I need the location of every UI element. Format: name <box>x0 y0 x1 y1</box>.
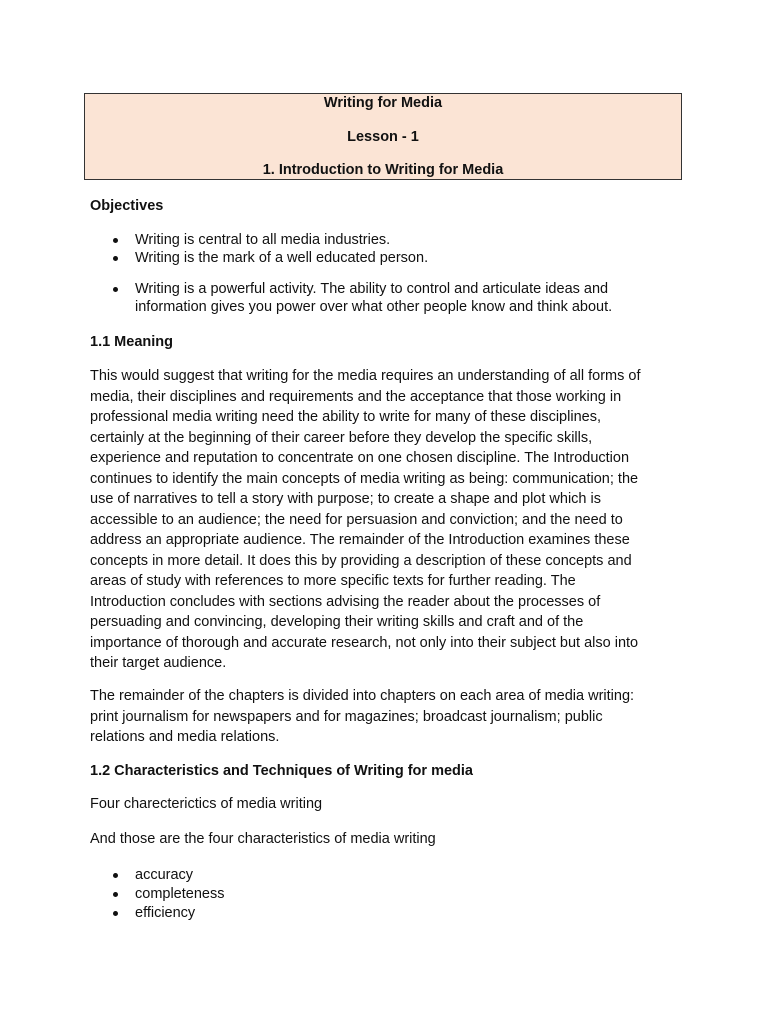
characteristics-intro: Four charecterictics of media writing <box>90 796 323 812</box>
list-item: Writing is central to all media industries. <box>90 231 612 249</box>
list-item: Writing is the mark of a well educated person. <box>90 249 612 267</box>
bullet-icon <box>113 238 118 243</box>
bullet-icon <box>113 911 118 916</box>
meaning-heading: 1.1 Meaning <box>90 334 173 350</box>
bullet-icon <box>113 256 118 261</box>
bullet-icon <box>113 873 118 878</box>
list-item: Writing is a powerful activity. The ability to control and articulate ideas and information gives you power over what other people know and think about. <box>90 280 612 316</box>
lesson-title: 1. Introduction to Writing for Media <box>262 162 504 178</box>
objectives-list <box>90 231 612 316</box>
meaning-paragraph-1: This would suggest that writing for the media requires an understanding of all forms of media, their disciplines and requirements and the acceptance that those working in professional media writing need the ability to write for many of these disciplines, certainly at the beginning of their career before they develop the specific skills, experience and reputation to concentrate on one chosen discipline. The Introduction continues to identify the main concepts of media writing as being: communication; the use of narratives to tell a story with purpose; to create a shape and plot which is accessible to an audience; the need for persuasion and conviction; and the need to address an appropriate audience. The remainder of the Introduction examines these concepts in more detail. It does this by providing a description of these concepts and areas of study with references to more specific texts for further reading. The Introduction concludes with sections advising the reader about the processes of persuading and convincing, developing their writing skills and craft and of the importance of thorough and accurate research, not only into their subject but also into their target audience. <box>90 368 641 671</box>
objectives-heading: Objectives <box>90 198 164 214</box>
characteristics-summary: And those are the four characteristics of media writing <box>90 831 436 847</box>
lesson-title-box <box>84 93 682 180</box>
characteristics-list <box>90 866 224 923</box>
lesson-label: Lesson - 1 <box>347 129 419 145</box>
course-title: Writing for Media <box>323 95 443 111</box>
characteristics-heading: 1.2 Characteristics and Techniques of Writing for media <box>90 763 473 779</box>
list-item: accuracy <box>90 866 224 885</box>
meaning-paragraph-2: The remainder of the chapters is divided into chapters on each area of media writing: print journalism for newspapers and for magazines; broadcast journalism; public relations and media relations. <box>90 688 635 745</box>
list-item: completeness <box>90 885 224 904</box>
list-item: efficiency <box>90 904 224 923</box>
bullet-icon <box>113 892 118 897</box>
bullet-icon <box>113 287 118 292</box>
